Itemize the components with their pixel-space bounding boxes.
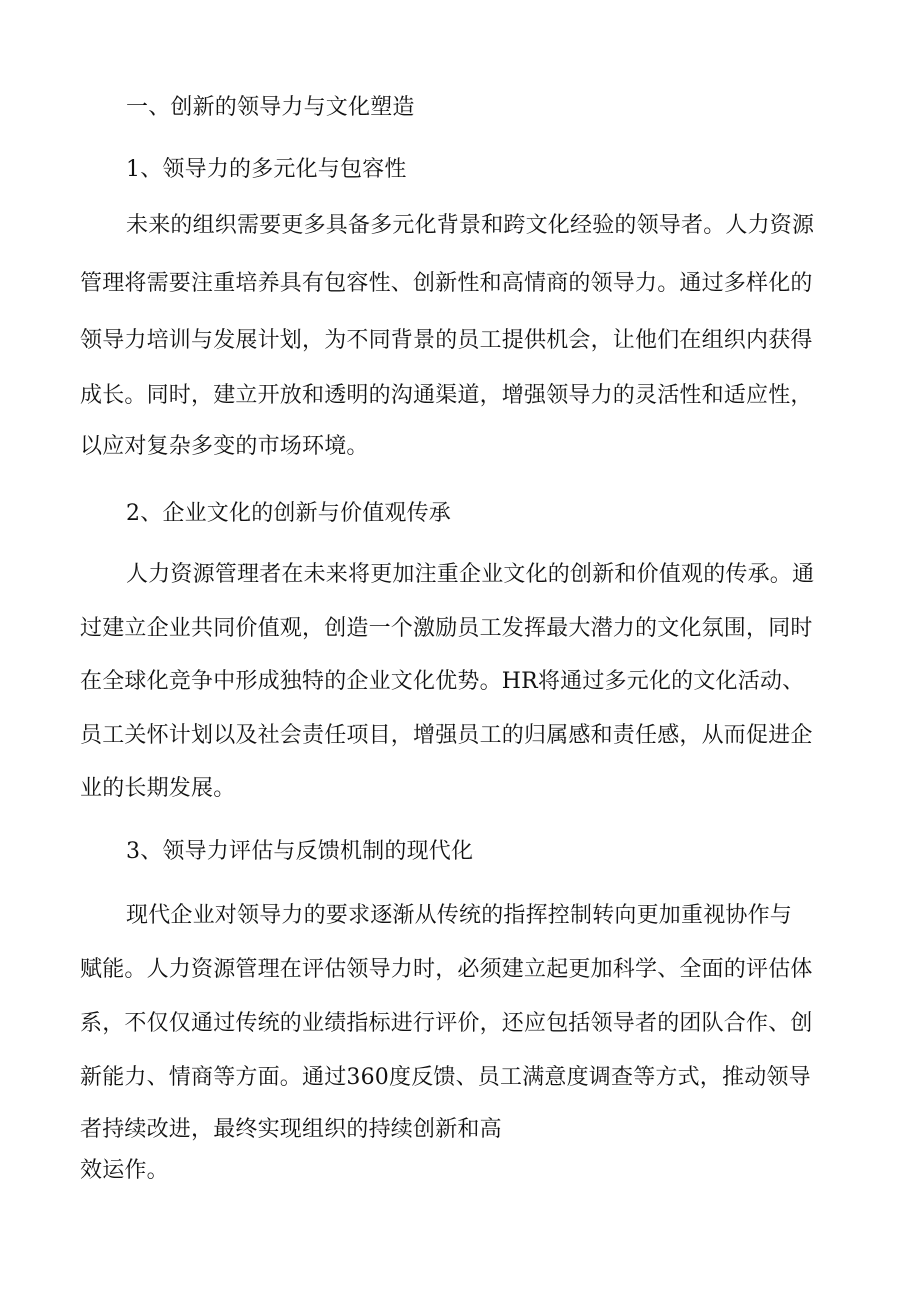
- subsection-heading-2: 2、企业文化的创新与价值观传承: [126, 501, 451, 526]
- section-title: 一、创新的领导力与文化塑造: [126, 95, 415, 120]
- paragraph-2-line-4: 员工关怀计划以及社会责任项目，增强员工的归属感和责任感，从而促进企: [80, 723, 813, 748]
- paragraph-1-line-1: 未来的组织需要更多具备多元化背景和跨文化经验的领导者。人力资源: [126, 213, 815, 238]
- paragraph-3-line-4: 新能力、情商等方面。通过360度反馈、员工满意度调查等方式，推动领导: [80, 1065, 811, 1090]
- paragraph-2-line-1: 人力资源管理者在未来将更加注重企业文化的创新和价值观的传承。通: [126, 562, 815, 587]
- paragraph-3-line-2: 赋能。人力资源管理在评估领导力时，必须建立起更加科学、全面的评估体: [80, 957, 813, 982]
- paragraph-2-line-3: 在全球化竞争中形成独特的企业文化优势。HR将通过多元化的文化活动、: [80, 669, 805, 694]
- paragraph-3-line-3: 系，不仅仅通过传统的业绩指标进行评价，还应包括领导者的团队合作、创: [80, 1011, 813, 1036]
- paragraph-3-line-1: 现代企业对领导力的要求逐渐从传统的指挥控制转向更加重视协作与: [126, 903, 793, 928]
- subsection-heading-3: 3、领导力评估与反馈机制的现代化: [126, 839, 474, 864]
- paragraph-3-line-6: 效运作。: [80, 1158, 169, 1183]
- paragraph-2-line-5: 业的长期发展。: [80, 776, 236, 801]
- paragraph-1-line-2: 管理将需要注重培养具有包容性、创新性和高情商的领导力。通过多样化的: [80, 271, 813, 296]
- paragraph-3-line-5: 者持续改进，最终实现组织的持续创新和高: [80, 1117, 502, 1142]
- paragraph-1-line-4: 成长。同时，建立开放和透明的沟通渠道，增强领导力的灵活性和适应性，: [80, 383, 813, 408]
- paragraph-2-line-2: 过建立企业共同价值观，创造一个激励员工发挥最大潜力的文化氛围，同时: [80, 616, 813, 641]
- subsection-heading-1: 1、领导力的多元化与包容性: [126, 157, 407, 182]
- paragraph-1-line-5: 以应对复杂多变的市场环境。: [80, 434, 369, 459]
- paragraph-1-line-3: 领导力培训与发展计划，为不同背景的员工提供机会，让他们在组织内获得: [80, 328, 813, 353]
